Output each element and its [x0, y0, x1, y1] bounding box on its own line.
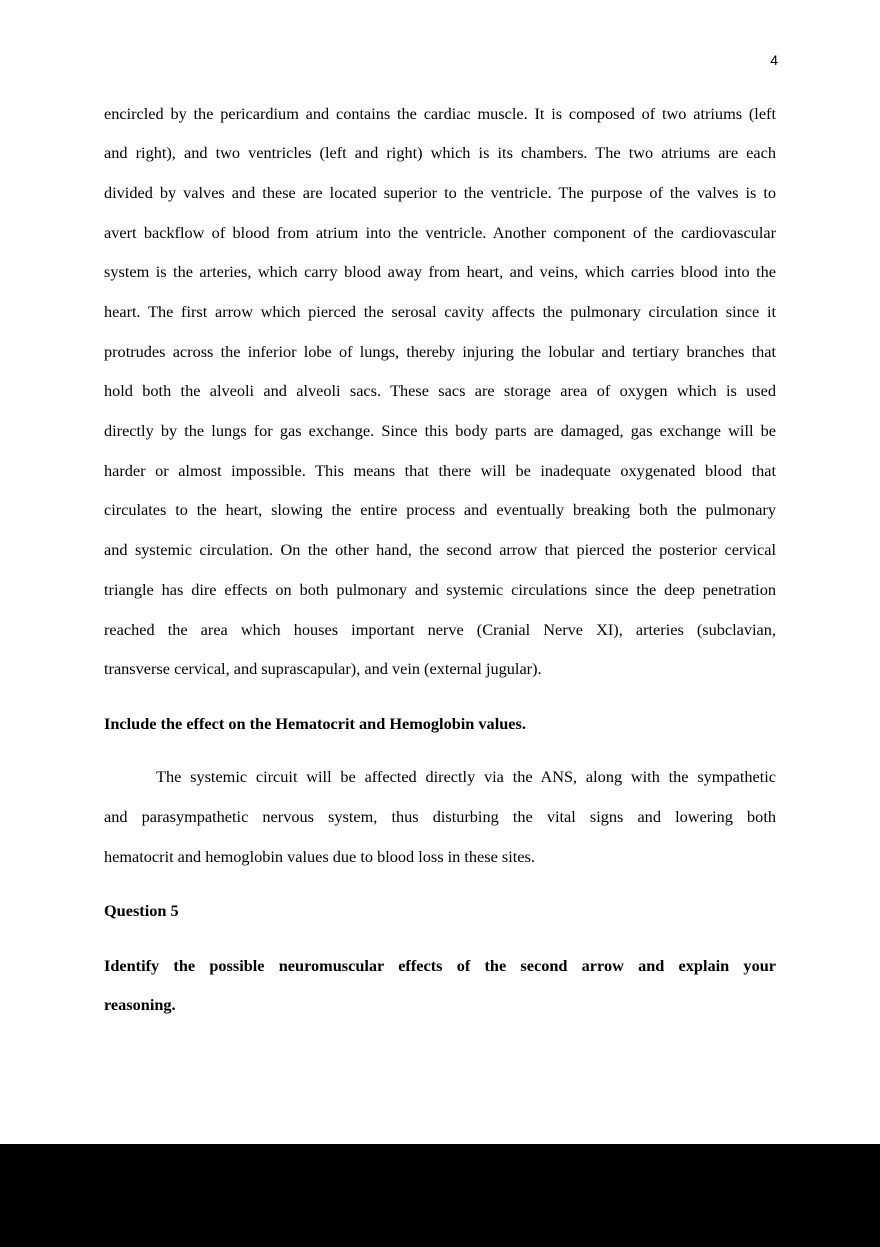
question-heading: Question 5: [104, 901, 179, 920]
text-line: and right), and two ventricles (left and right) which is its chambers. The two atriums are each: [104, 143, 776, 162]
page-number: 4: [770, 52, 778, 68]
text-line: reasoning.: [104, 995, 176, 1014]
text-line: hold both the alveoli and alveoli sacs. These sacs are storage area of oxygen which is used: [104, 381, 776, 400]
text-line: triangle has dire effects on both pulmonary and systemic circulations since the deep penetration: [104, 580, 776, 599]
text-line: harder or almost impossible. This means that there will be inadequate oxygenated blood that: [104, 461, 776, 480]
text-line: Identify the possible neuromuscular effects of the second arrow and explain your: [104, 956, 776, 975]
text-line: The systemic circuit will be affected directly via the ANS, along with the sympathetic: [156, 767, 776, 786]
text-line: hematocrit and hemoglobin values due to blood loss in these sites.: [104, 847, 535, 866]
text-line: avert backflow of blood from atrium into the ventricle. Another component of the cardiovascular: [104, 223, 776, 242]
text-line: heart. The first arrow which pierced the serosal cavity affects the pulmonary circulation since it: [104, 302, 776, 321]
text-line: directly by the lungs for gas exchange. Since this body parts are damaged, gas exchange will be: [104, 421, 776, 440]
text-line: protrudes across the inferior lobe of lungs, thereby injuring the lobular and tertiary branches that: [104, 342, 776, 361]
text-line: and systemic circulation. On the other hand, the second arrow that pierced the posterior cervical: [104, 540, 776, 559]
text-line: circulates to the heart, slowing the entire process and eventually breaking both the pulmonary: [104, 500, 776, 519]
black-footer-band: [0, 1144, 880, 1247]
text-line: reached the area which houses important nerve (Cranial Nerve XI), arteries (subclavian,: [104, 620, 776, 639]
section-heading: Include the effect on the Hematocrit and Hemoglobin values.: [104, 714, 526, 733]
text-line: transverse cervical, and suprascapular), and vein (external jugular).: [104, 659, 542, 678]
text-line: encircled by the pericardium and contains the cardiac muscle. It is composed of two atriums (left: [104, 104, 776, 123]
text-line: divided by valves and these are located superior to the ventricle. The purpose of the valves is to: [104, 183, 776, 202]
text-line: system is the arteries, which carry blood away from heart, and veins, which carries blood into the: [104, 262, 776, 281]
text-line: and parasympathetic nervous system, thus disturbing the vital signs and lowering both: [104, 807, 776, 826]
